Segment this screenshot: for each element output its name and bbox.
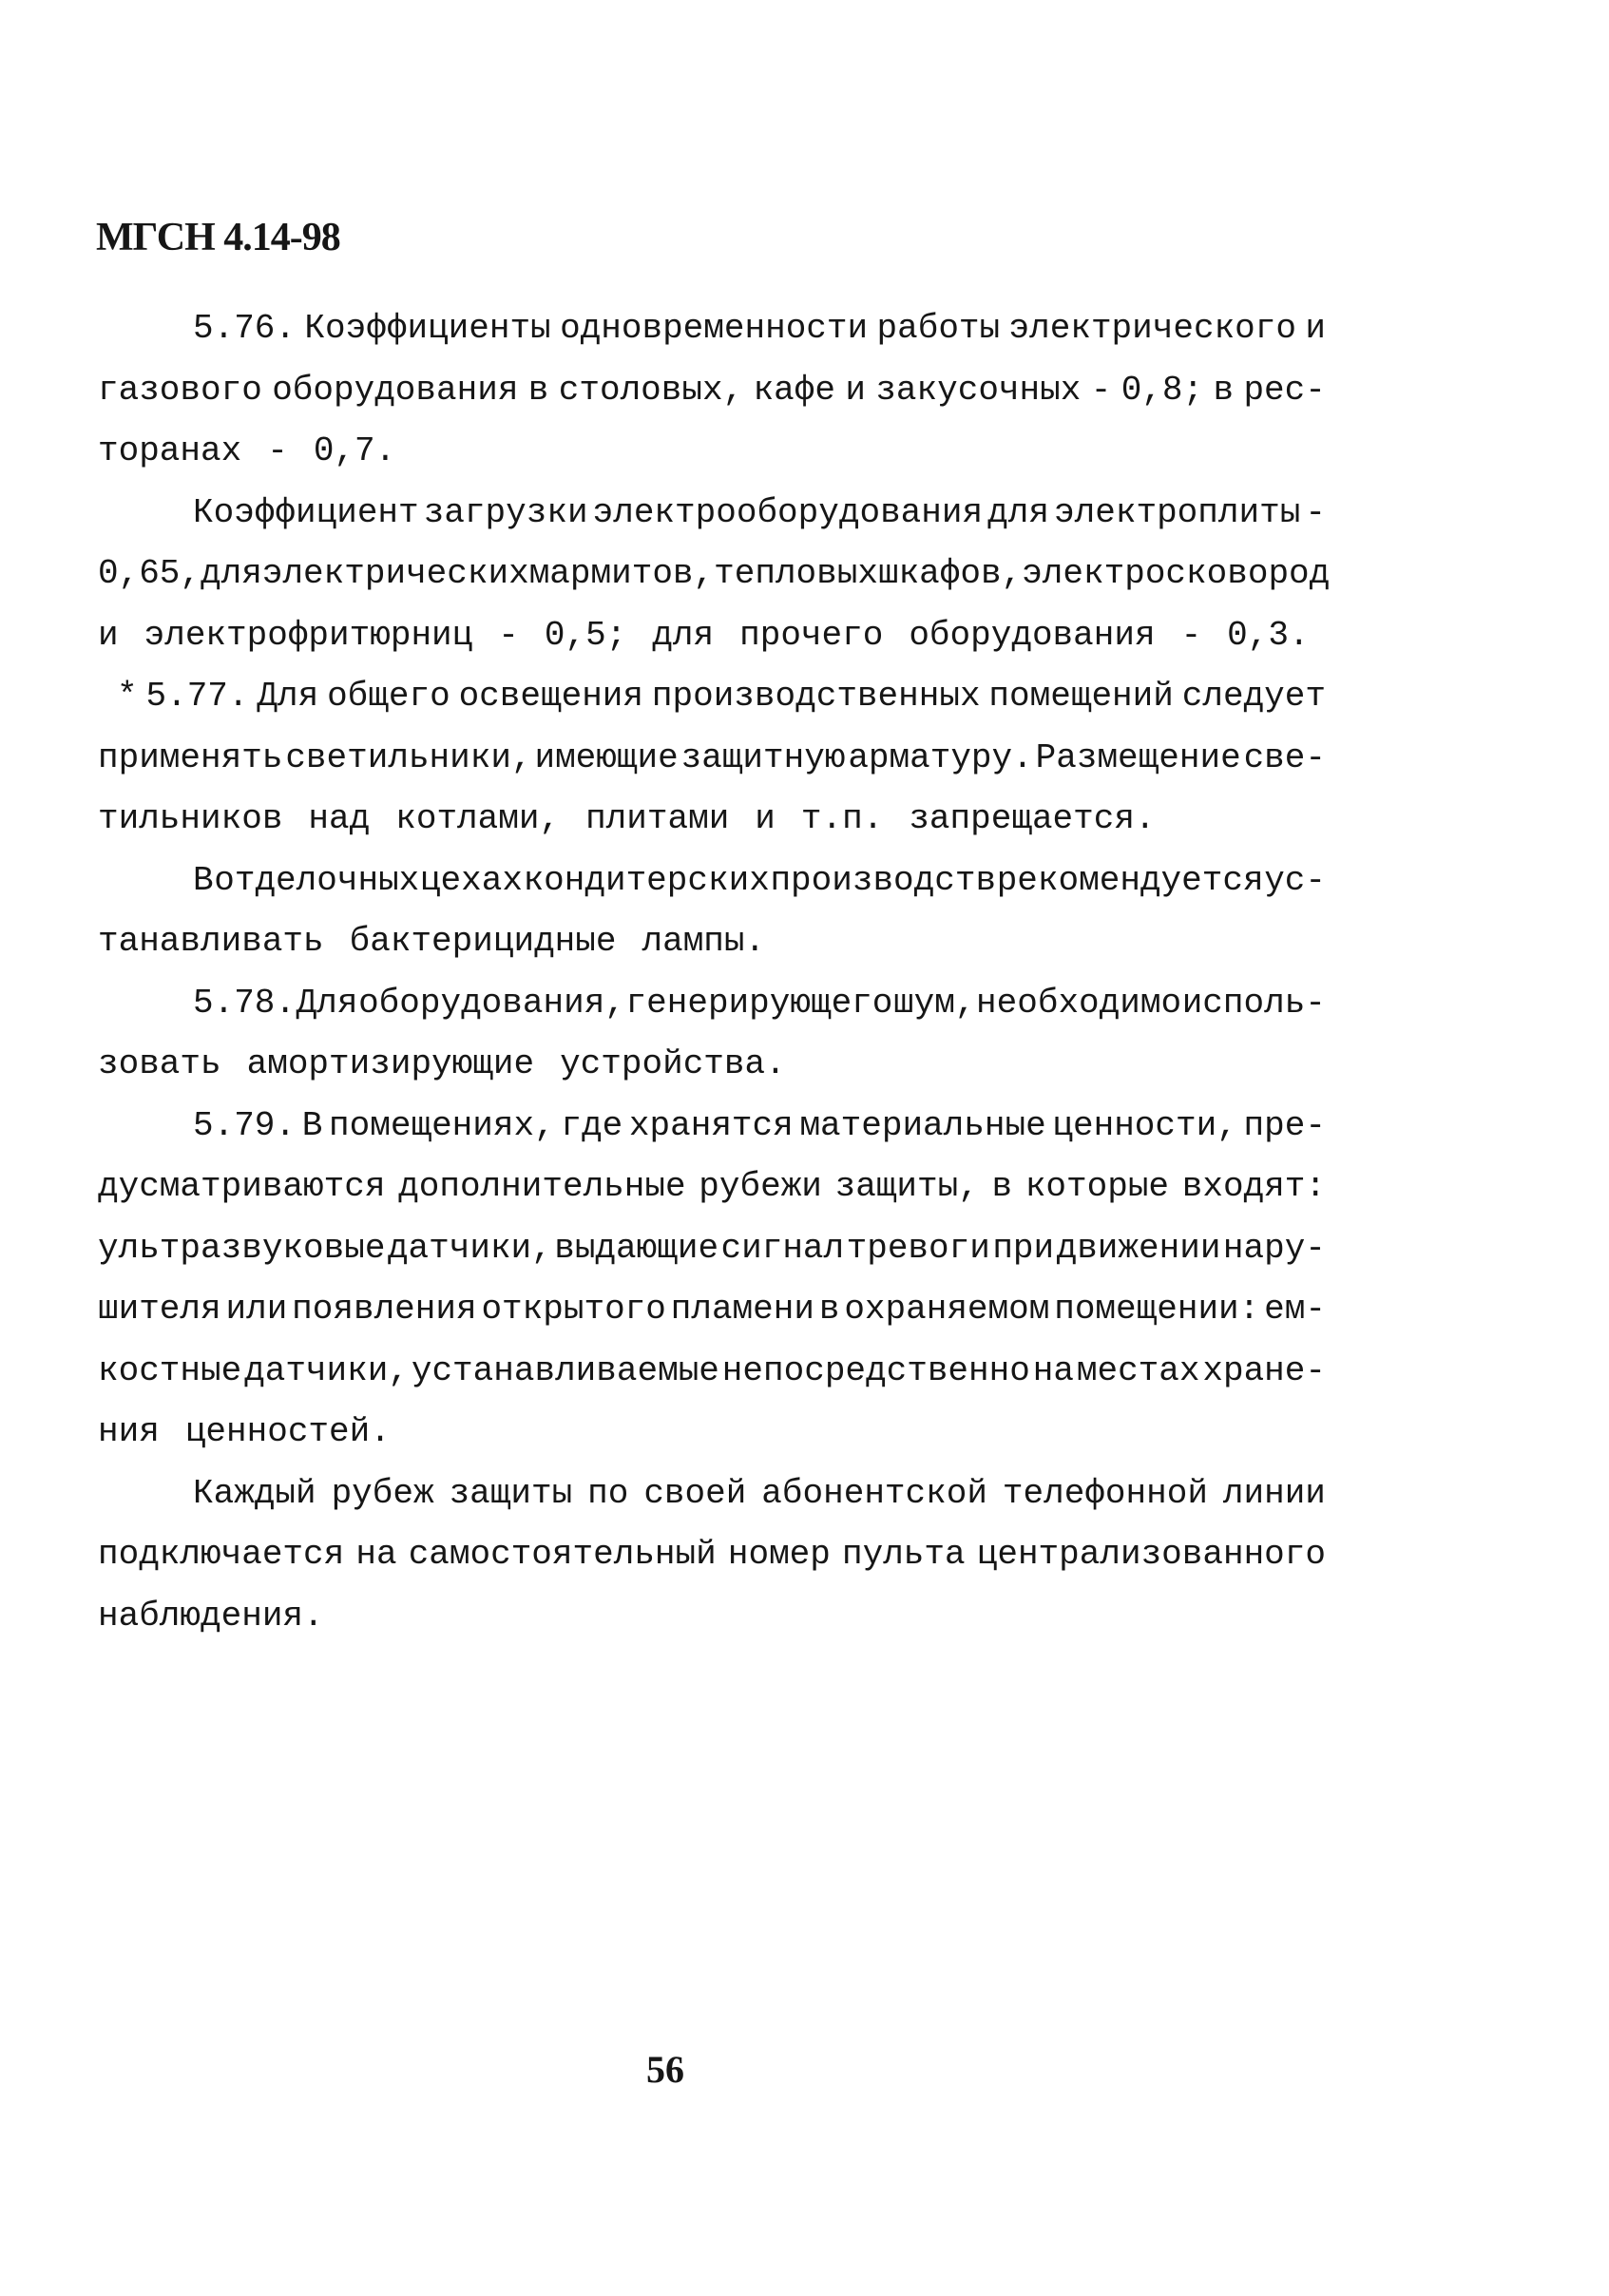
text-line: 5.76. Коэффициенты одновременности работы электрического и: [193, 309, 1326, 348]
text-line: шителя или появления открытого пламени в охраняемом помещении: ем-: [98, 1290, 1326, 1329]
text-line: газового оборудования в столовых, кафе и закусочных - 0,8; в рес-: [98, 370, 1326, 410]
paragraph-security-line: [98, 1464, 1326, 1648]
text-line: Каждый рубеж защиты по своей абонентской телефонной линии: [193, 1473, 1326, 1513]
text-line: наблюдения.: [98, 1596, 324, 1636]
text-line: ультразвуковые датчики, выдающие сигнал тревоги при движении нару-: [98, 1228, 1326, 1268]
paragraph-5-77: [98, 666, 1326, 851]
text-line: Коэффициент загрузки электрооборудования для электроплиты -: [193, 492, 1326, 532]
text-line: * 5.77. Для общего освещения производственных помещений следует: [117, 677, 1326, 716]
text-line: применять светильники, имеющие защитную арматуру. Размещение све-: [98, 737, 1326, 777]
text-line: 5.79. В помещениях, где хранятся материальные ценности, пре-: [193, 1105, 1326, 1145]
text-line: подключается на самостоятельный номер пульта централизованного: [98, 1535, 1326, 1574]
text-line: дусматриваются дополнительные рубежи защиты, в которые входят:: [98, 1167, 1326, 1206]
text-line: ния ценностей.: [98, 1412, 391, 1451]
text-line: В отделочных цехах кондитерских производств рекомендуется ус-: [193, 860, 1326, 900]
text-line: костные датчики, устанавливаемые непосредственно на местах хране-: [98, 1350, 1326, 1390]
text-line: и электрофритюрниц - 0,5; для прочего оборудования - 0,3.: [98, 615, 1310, 655]
paragraph-load-coefficient: [98, 483, 1331, 667]
text-line: 0,65, для электрических мармитов, тепловых шкафов, электросковород: [98, 554, 1331, 593]
document-body: [98, 298, 1331, 1647]
paragraph-5-78: [98, 973, 1326, 1096]
text-line: торанах - 0,7.: [98, 431, 396, 470]
page-number: 56: [646, 2048, 684, 2091]
text-line: зовать амортизирующие устройства.: [98, 1044, 786, 1083]
document-code: МГСН 4.14-98: [96, 216, 340, 259]
text-line: танавливать бактерицидные лампы.: [98, 922, 766, 961]
paragraph-5-76: [98, 298, 1326, 483]
paragraph-bactericidal-lamps: [98, 851, 1326, 973]
text-line: 5.78. Для оборудования, генерирующего шум, необходимо исполь-: [193, 983, 1326, 1023]
text-line: тильников над котлами, плитами и т.п. запрещается.: [98, 799, 1156, 838]
paragraph-5-79: [98, 1096, 1326, 1464]
